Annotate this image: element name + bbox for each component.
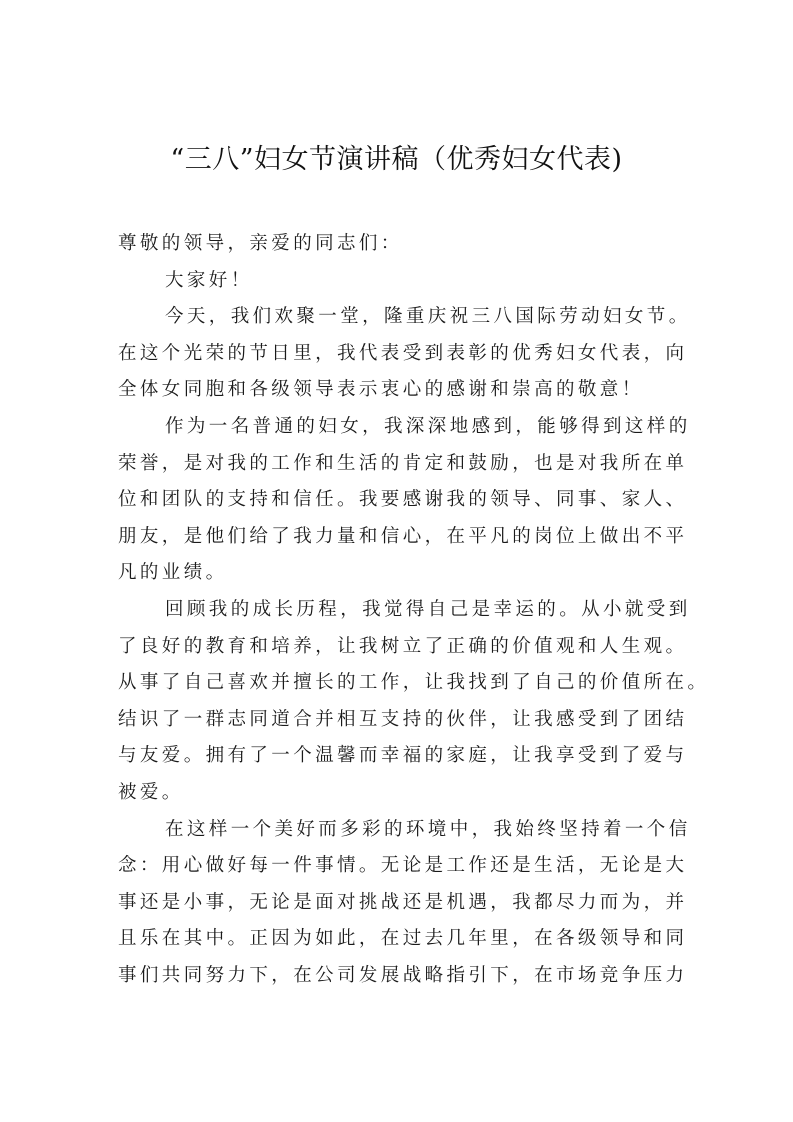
paragraph-line: 且乐在其中。正因为如此，在过去几年里，在各级领导和同 <box>118 928 688 950</box>
paragraph-line: 了良好的教育和培养，让我树立了正确的价值观和人生观。 <box>118 635 688 657</box>
paragraph-line: 与友爱。拥有了一个温馨而幸福的家庭，让我享受到了爱与 <box>118 745 688 767</box>
paragraph-line: 事还是小事，无论是面对挑战还是机遇，我都尽力而为，并 <box>118 891 688 913</box>
greeting-line: 大家好！ <box>165 269 253 291</box>
paragraph-line: 荣誉，是对我的工作和生活的肯定和鼓励，也是对我所在单 <box>118 452 688 474</box>
paragraph-line: 念：用心做好每一件事情。无论是工作还是生活，无论是大 <box>118 855 688 877</box>
document-body <box>118 226 710 994</box>
paragraph-line: 回顾我的成长历程，我觉得自己是幸运的。从小就受到 <box>165 598 691 620</box>
document-title: “三八”妇女节演讲稿（优秀妇女代表) <box>170 144 623 175</box>
paragraph-line: 全体女同胞和各级领导表示衷心的感谢和崇高的敬意！ <box>118 379 644 401</box>
paragraph-line: 位和团队的支持和信任。我要感谢我的领导、同事、家人、 <box>118 489 688 511</box>
paragraph-line: 从事了自己喜欢并擅长的工作，让我找到了自己的价值所在。 <box>118 672 710 694</box>
paragraph-line: 事们共同努力下，在公司发展战略指引下，在市场竞争压力 <box>118 964 688 986</box>
paragraph-line: 作为一名普通的妇女，我深深地感到，能够得到这样的 <box>165 415 691 437</box>
salutation-line: 尊敬的领导，亲爱的同志们： <box>118 233 403 254</box>
paragraph-line: 今天，我们欢聚一堂，隆重庆祝三八国际劳动妇女节。 <box>165 306 691 328</box>
paragraph-line: 朋友，是他们给了我力量和信心，在平凡的岗位上做出不平 <box>118 525 688 547</box>
paragraph-line: 凡的业绩。 <box>118 562 228 584</box>
paragraph-line: 被爱。 <box>118 781 184 803</box>
paragraph-line: 结识了一群志同道合并相互支持的伙伴，让我感受到了团结 <box>118 708 688 730</box>
paragraph-line: 在这样一个美好而多彩的环境中，我始终坚持着一个信 <box>165 818 691 840</box>
paragraph-line: 在这个光荣的节日里，我代表受到表彰的优秀妇女代表，向 <box>118 342 688 364</box>
